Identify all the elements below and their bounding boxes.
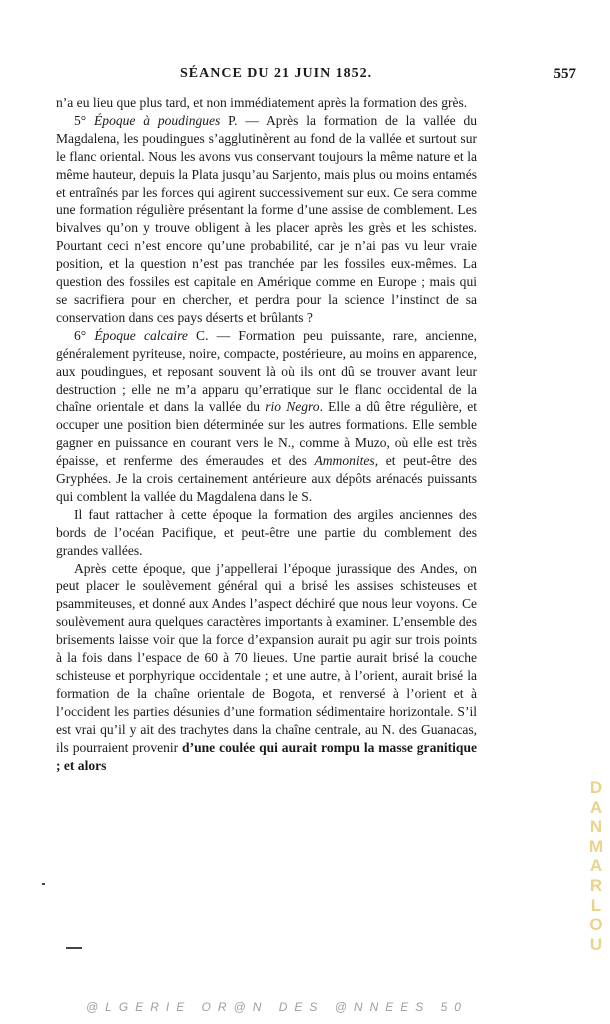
page-header bbox=[56, 66, 576, 88]
watermark-letter: A bbox=[589, 856, 603, 876]
bottom-watermark: @LGERIE OR@N DES @NNEES 50 bbox=[86, 1000, 468, 1014]
body-text bbox=[56, 94, 477, 774]
side-watermark bbox=[585, 778, 607, 954]
paragraph-3-text-b: . Elle a dû être régulière, et occuper une position bien déterminée sur les autres formations. Elle semble gagner en puissance en courant vers le N., comme à Muzo, où elle est très épaisse, et renferme des émeraudes et des bbox=[56, 399, 478, 469]
watermark-letter: N bbox=[589, 817, 603, 837]
paragraph-5 bbox=[56, 560, 477, 775]
paragraph-5-bold-tail: d’une coulée qui aurait rompu la masse granitique ; et alors bbox=[56, 739, 477, 773]
section-number: 6° bbox=[74, 327, 95, 343]
page-number: 557 bbox=[553, 66, 576, 82]
paragraph-5-text: Après cette époque, que j’appellerai l’époque jurassique des Andes, on peut placer le soulèvement général qui a brisé les assises schisteuses et psammiteuses, et donné aux Andes l’aspect déchiré que nous leur voyons. Ce soulèvement aura quelques caractères importants à examiner. L’ensemble des brisements laisse voir que la force d’expansion aurait pu agir sur trois points à la fois dans l’espace de 60 à 70 lieues. Une partie aurait brisé la couche schisteuse et porphyrique occidentale ; et une autre, à l’orient, aurait brisé la formation de la chaîne orientale de Bogota, et renversé à l’orient et à l’occident les parties désunies d’une formation sédimentaire horizontale. S’il est vrai qu’il y ait des trachytes dans la chaîne centrale, au N. des Guanacas, ils pourraient provenir bbox=[56, 560, 477, 755]
fossil-name: Ammonites bbox=[314, 453, 375, 469]
paragraph-2-text: P. — Après la formation de la vallée du Magdalena, les poudingues s’agglutinèrent au fond de la vallée et surtout sur le flanc oriental. Nous les avons vus conservant toujours la même nature et la même hauteur, depuis la Plata jusqu’au Sarjento, mais plus ou moins entamés et entraînés par les forces qui agirent successivement sur eux. Ce sera comme une formation régulière présentant la forme d’une assise de comblement. Les bivalves qu’on y trouve obligent à les placer après les grès et les schistes. Pourtant ceci n’est encore qu’une probabilité, car je n’ai pas vu leur vraie position, et la question n’est pas tranchée par les fossiles eux-mêmes. La question des fossiles est capitale en Amérique comme en Europe ; mais qui se sacrifiera pour en chercher, et perdra pour la science l’instinct de sa conservation dans ces pays déserts et brûlants ? bbox=[56, 112, 477, 325]
watermark-letter: U bbox=[589, 934, 603, 954]
watermark-letter: M bbox=[588, 836, 604, 856]
stray-dash bbox=[66, 947, 82, 949]
section-number: 5° bbox=[74, 112, 95, 128]
paragraph-2 bbox=[56, 112, 477, 327]
paragraph-1: n’a eu lieu que plus tard, et non immédiatement après la formation des grès. bbox=[56, 95, 468, 110]
paragraph-3-text-a: C. — Formation peu puissante, rare, ancienne, généralement pyriteuse, noire, compacte, postérieure, au moins en apparence, aux poudingues, et reposant souvent là où ils ont dû se trouver avant leur destruction ; elle ne m’a apparu qu’erratique sur le flanc occidental de la chaîne orientale et dans la vallée du bbox=[56, 327, 477, 415]
river-name: rio Negro bbox=[265, 399, 320, 415]
section-title: Époque calcaire bbox=[94, 327, 188, 343]
paragraph-3-text-c: , et peut-être des Gryphées. Je la crois certainement antérieure aux dépôts arénacés puissants qui comblent la vallée du Magdalena dans le S. bbox=[56, 453, 477, 504]
paragraph-4: Il faut rattacher à cette époque la formation des argiles anciennes des bords de l’océan Pacifique, et peut-être une partie du comblement des grandes vallées. bbox=[56, 506, 477, 558]
watermark-letter: L bbox=[590, 895, 602, 915]
watermark-letter: A bbox=[589, 797, 603, 817]
watermark-letter: D bbox=[589, 778, 603, 797]
running-head: SÉANCE DU 21 JUIN 1852. bbox=[180, 66, 373, 81]
stray-mark bbox=[42, 883, 45, 885]
watermark-letter: R bbox=[589, 875, 603, 895]
paragraph-3 bbox=[56, 327, 477, 506]
watermark-letter: O bbox=[589, 915, 603, 935]
section-title: Époque à poudingues bbox=[94, 112, 221, 128]
